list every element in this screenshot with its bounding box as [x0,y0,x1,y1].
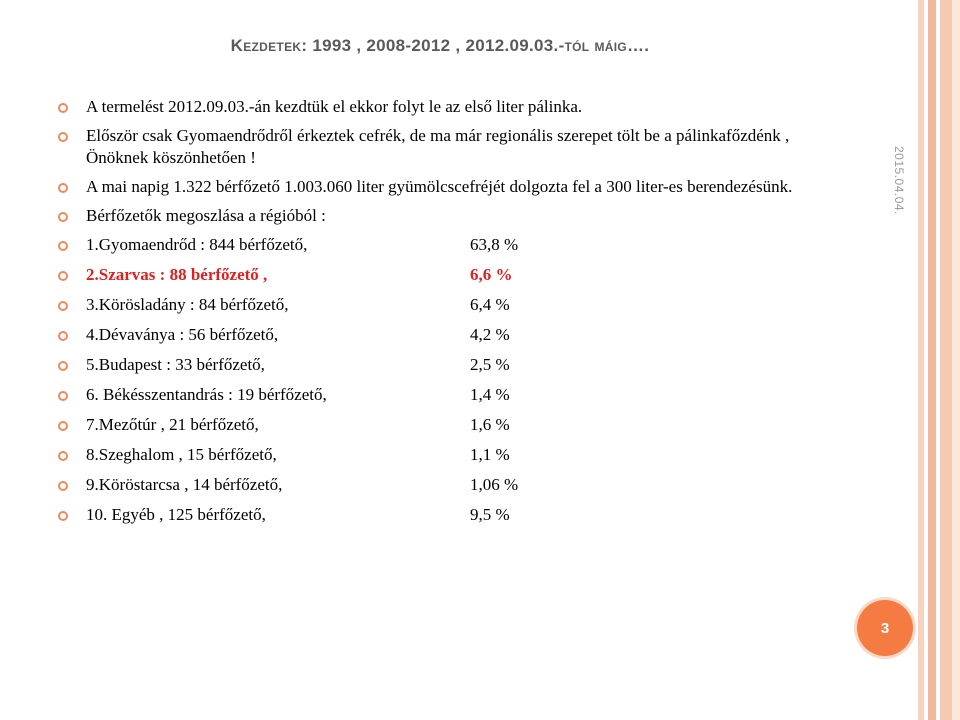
paragraph-text: A mai napig 1.322 bérfőzető 1.003.060 liter gyümölcscefréjét dolgozta fel a 300 liter-es berendezésünk. [86,177,793,196]
bullet-item [58,96,828,118]
distribution-label: 10. Egyéb , 125 bérfőzető, [86,505,266,524]
distribution-percent: 63,8 % [470,235,519,254]
distribution-percent: 6,4 % [470,295,510,314]
circle-bullet-icon [58,183,68,193]
page-number-badge: 3 [857,600,913,656]
circle-bullet-icon [58,271,68,281]
distribution-percent: 1,1 % [470,445,510,464]
circle-bullet-icon [58,451,68,461]
distribution-row [58,234,828,256]
distribution-row [58,504,828,526]
distribution-row [58,444,828,466]
slide-date: 2015.04.04. [892,146,906,215]
decor-stripe [952,0,960,720]
circle-bullet-icon [58,421,68,431]
circle-bullet-icon [58,241,68,251]
circle-bullet-icon [58,391,68,401]
distribution-label: 6. Békésszentandrás : 19 bérfőzető, [86,385,327,404]
distribution-percent: 1,6 % [470,415,510,434]
distribution-row [58,324,828,346]
bullet-item [58,125,828,169]
circle-bullet-icon [58,481,68,491]
distribution-row [58,414,828,436]
distribution-label: 8.Szeghalom , 15 bérfőzető, [86,445,277,464]
distribution-percent: 1,06 % [470,475,519,494]
circle-bullet-icon [58,212,68,222]
distribution-label: 4.Dévaványa : 56 bérfőzető, [86,325,279,344]
distribution-label: 1.Gyomaendrőd : 844 bérfőzető, [86,235,308,254]
paragraph-text: Először csak Gyomaendrődről érkeztek cefrék, de ma már regionális szerepet tölt be a pálinkafőzdénk , Önöknek köszönhetően ! [86,126,790,167]
distribution-percent: 6,6 % [470,265,513,284]
bullet-item [58,205,828,227]
distribution-percent: 1,4 % [470,385,510,404]
paragraph-text: Bérfőzetők megoszlása a régióból : [86,206,326,225]
circle-bullet-icon [58,511,68,521]
distribution-percent: 2,5 % [470,355,510,374]
distribution-label: 9.Köröstarcsa , 14 bérfőzető, [86,475,283,494]
circle-bullet-icon [58,301,68,311]
distribution-label: 5.Budapest : 33 bérfőzető, [86,355,265,374]
bullet-item [58,176,828,198]
distribution-row [58,474,828,496]
distribution-percent: 4,2 % [470,325,510,344]
distribution-label: 7.Mezőtúr , 21 bérfőzető, [86,415,259,434]
distribution-percent: 9,5 % [470,505,510,524]
decor-stripe [928,0,936,720]
circle-bullet-icon [58,361,68,371]
distribution-row [58,354,828,376]
distribution-label: 3.Körösladány : 84 bérfőzető, [86,295,289,314]
circle-bullet-icon [58,331,68,341]
bullet-list [58,96,828,534]
distribution-row [58,384,828,406]
circle-bullet-icon [58,132,68,142]
distribution-row [58,294,828,316]
distribution-row-highlighted [58,264,828,286]
paragraph-text: A termelést 2012.09.03.-án kezdtük el ekkor folyt le az első liter pálinka. [86,97,583,116]
circle-bullet-icon [58,103,68,113]
decor-stripe [940,0,952,720]
distribution-label: 2.Szarvas : 88 bérfőzető , [86,265,268,284]
slide-title: Kezdetek: 1993 , 2008-2012 , 2012.09.03.-tól máig…. [230,36,650,55]
